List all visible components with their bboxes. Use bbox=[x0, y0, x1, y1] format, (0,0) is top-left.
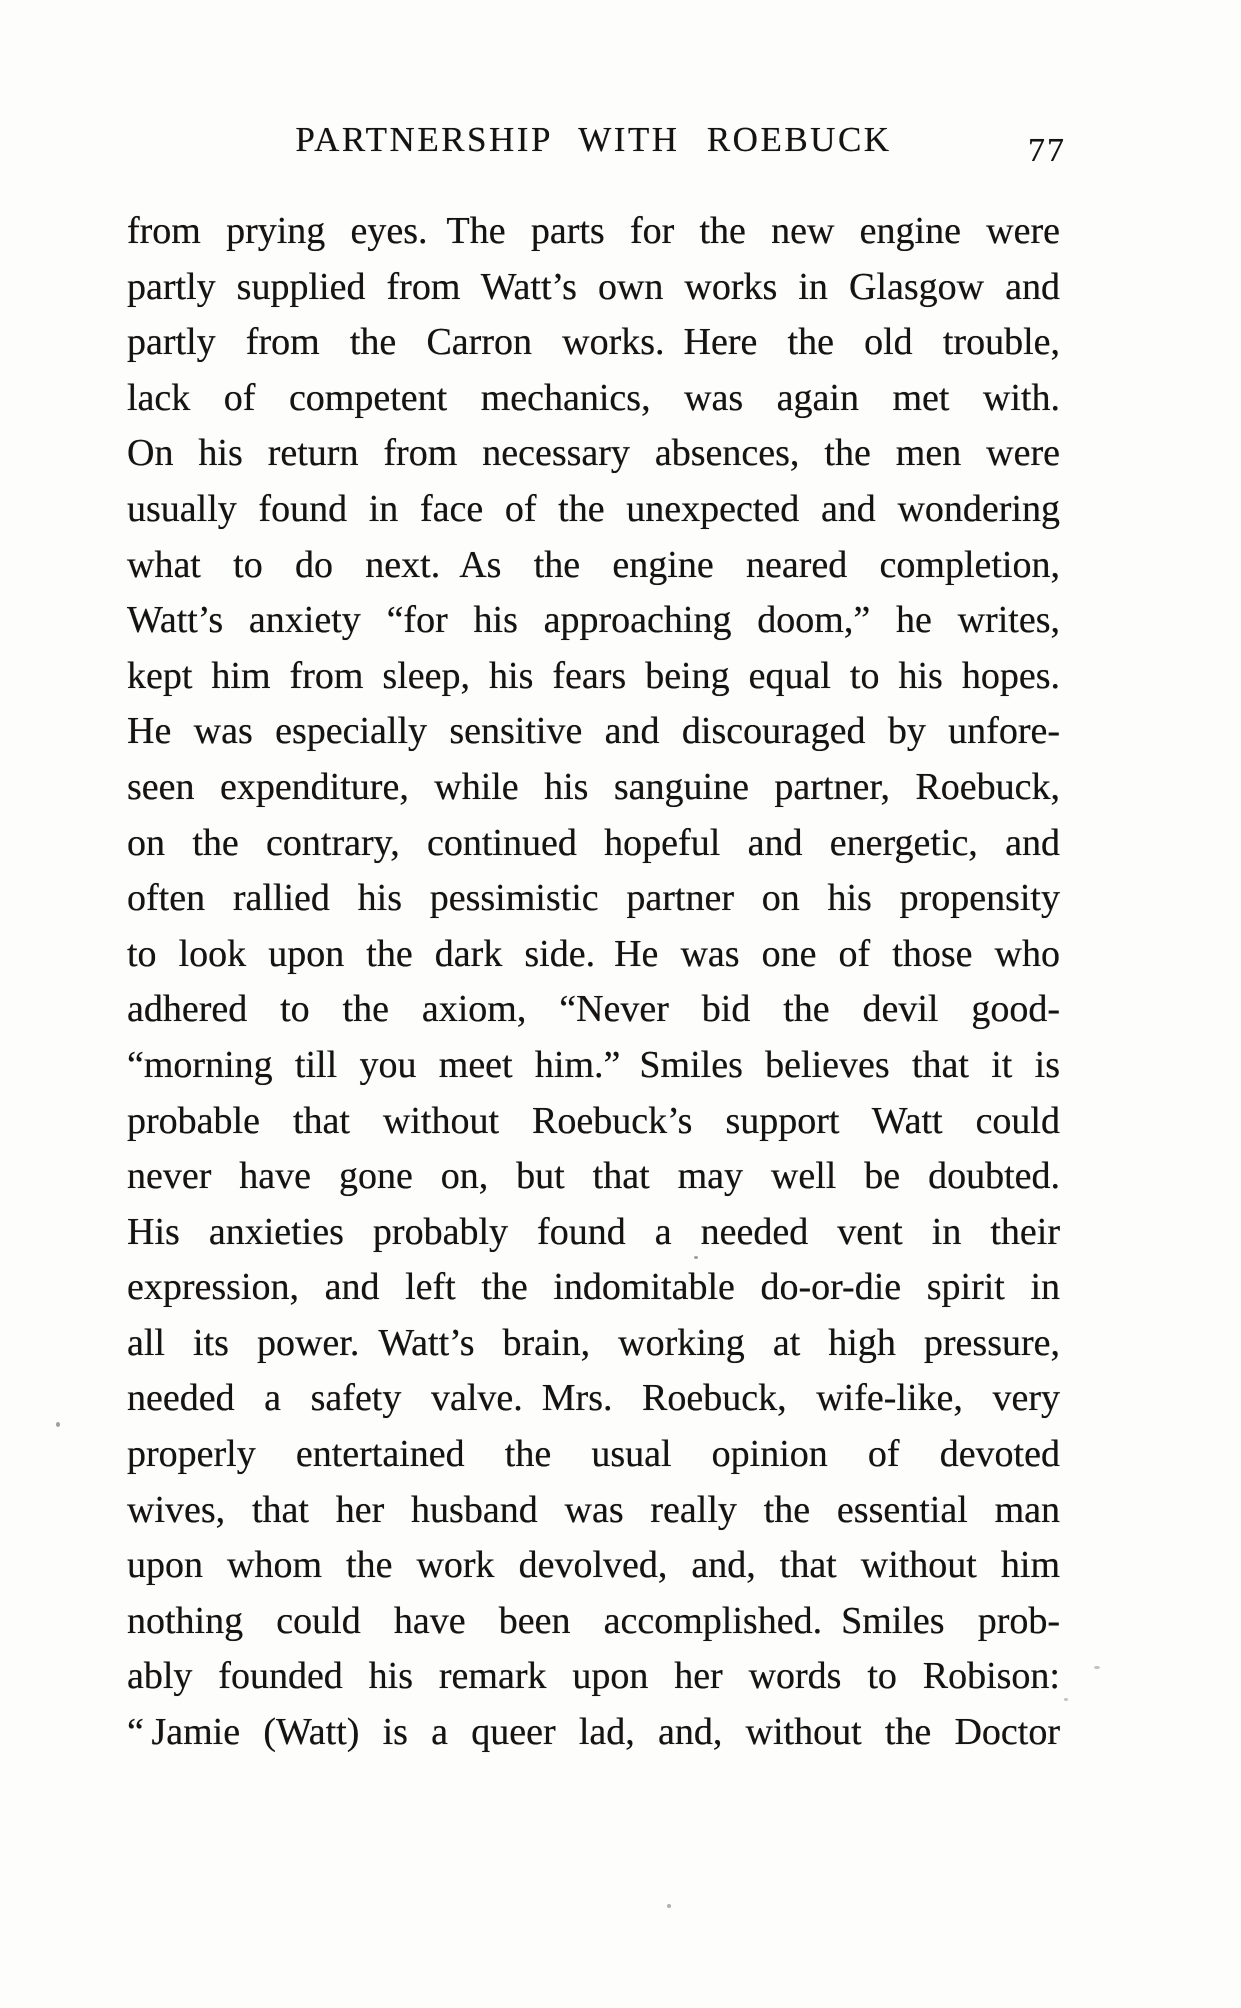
text-line: on the contrary, continued hopeful and energetic, and bbox=[127, 821, 1060, 864]
text-line: lack of competent mechanics, was again met with. bbox=[127, 376, 1060, 419]
text-line: ably founded his remark upon her words to Robison: bbox=[127, 1655, 1060, 1698]
page-number: 77 bbox=[1028, 132, 1066, 169]
running-head-title: PARTNERSHIP WITH ROEBUCK bbox=[295, 120, 892, 159]
scan-speck bbox=[694, 1256, 698, 1259]
text-line: often rallied his pessimistic partner on his propensity bbox=[127, 877, 1060, 920]
text-line: partly supplied from Watt’s own works in Glasgow and bbox=[127, 265, 1060, 308]
text-line: “morning till you meet him.” Smiles believes that it is bbox=[127, 1043, 1060, 1086]
text-line: probable that without Roebuck’s support Watt could bbox=[127, 1099, 1060, 1142]
text-line: partly from the Carron works. Here the old trouble, bbox=[127, 321, 1060, 364]
text-line: all its power. Watt’s brain, working at high pressure, bbox=[127, 1321, 1060, 1364]
text-line: seen expenditure, while his sanguine partner, Roebuck, bbox=[127, 765, 1060, 808]
text-line: upon whom the work devolved, and, that without him bbox=[127, 1544, 1060, 1587]
text-line: from prying eyes. The parts for the new engine were bbox=[127, 210, 1060, 252]
text-line: He was especially sensitive and discouraged by unfore- bbox=[127, 710, 1060, 753]
text-line: properly entertained the usual opinion of devoted bbox=[127, 1433, 1060, 1476]
text-line: wives, that her husband was really the essential man bbox=[127, 1488, 1060, 1531]
text-line: On his return from necessary absences, the men were bbox=[127, 432, 1060, 475]
body-text bbox=[127, 204, 1060, 1761]
scan-speck bbox=[1094, 1666, 1100, 1669]
text-line: to look upon the dark side. He was one of those who bbox=[127, 932, 1060, 975]
scan-speck bbox=[56, 1422, 60, 1427]
scan-speck bbox=[667, 1904, 671, 1908]
text-line: expression, and left the indomitable do-or-die spirit in bbox=[127, 1266, 1060, 1309]
text-line: usually found in face of the unexpected and wondering bbox=[127, 487, 1060, 530]
text-line: needed a safety valve. Mrs. Roebuck, wife-like, very bbox=[127, 1377, 1060, 1420]
scan-speck bbox=[1064, 1698, 1068, 1701]
text-line: Watt’s anxiety “for his approaching doom,” he writes, bbox=[127, 599, 1060, 642]
text-line: “ Jamie (Watt) is a queer lad, and, without the Doctor bbox=[127, 1711, 1060, 1754]
text-line: His anxieties probably found a needed vent in their bbox=[127, 1210, 1060, 1253]
text-line: what to do next. As the engine neared completion, bbox=[127, 543, 1060, 586]
text-line: never have gone on, but that may well be doubted. bbox=[127, 1155, 1060, 1198]
text-line: nothing could have been accomplished. Smiles prob- bbox=[127, 1599, 1060, 1642]
text-line: kept him from sleep, his fears being equal to his hopes. bbox=[127, 654, 1060, 697]
text-line: adhered to the axiom, “Never bid the devil good- bbox=[127, 988, 1060, 1031]
